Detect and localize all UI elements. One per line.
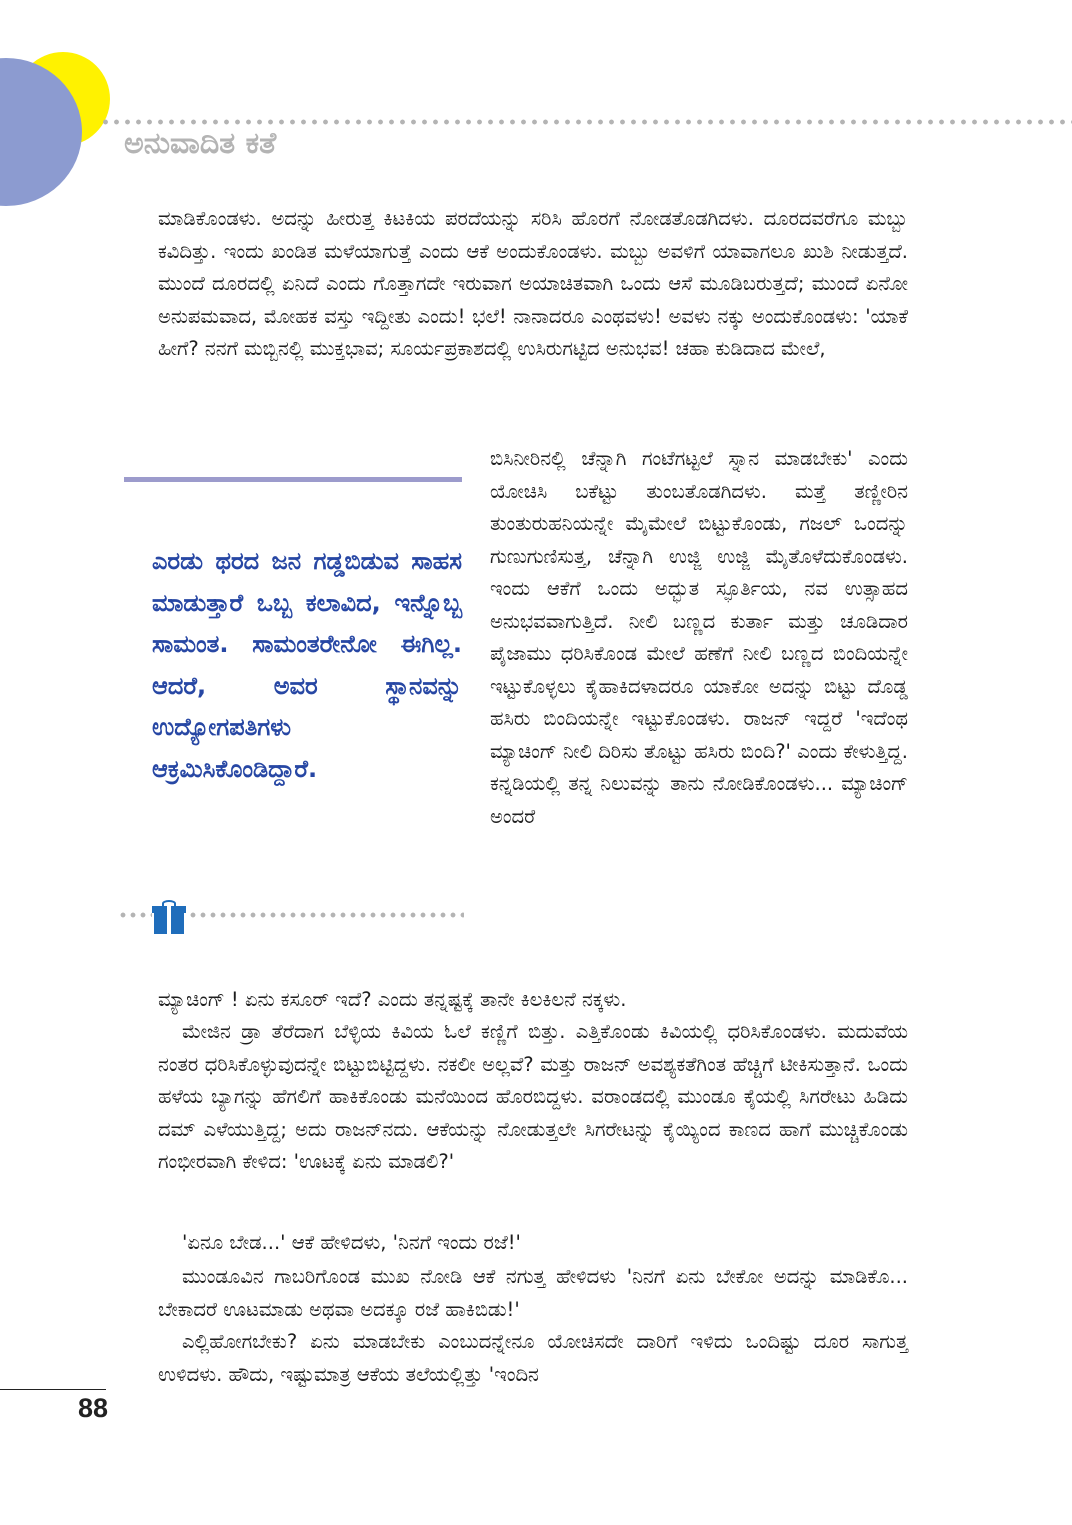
page-number: 88 bbox=[78, 1393, 109, 1423]
paragraph-2: ಮೇಜಿನ ಡ್ರಾ ತೆರೆದಾಗ ಬೆಳ್ಳಿಯ ಕಿವಿಯ ಓಲೆ ಕಣ್ಣಿಗೆ ಬಿತ್ತು. ಎತ್ತಿಕೊಂಡು ಕಿವಿಯಲ್ಲಿ ಧರಿಸಿಕೊಂಡಳು. ಮದುವೆಯ ನಂತರ ಧರಿಸಿಕೊಳ್ಳುವುದನ್ನೇ ಬಿಟ್ಟುಬಿಟ್ಟಿದ್ದಳು. ನಕಲೀ ಅಲ್ಲವೆ? ಮತ್ತು ರಾಜನ್ ಅವಶ್ಯಕತೆಗಿಂತ ಹೆಚ್ಚಿಗೆ ಟೀಕಿಸುತ್ತಾನೆ. ಒಂದು ಹಳೆಯ ಬ್ಯಾಗನ್ನು ಹೆಗಲಿಗೆ ಹಾಕಿಕೊಂಡು ಮನೆಯಿಂದ ಹೊರಬಿದ್ದಳು. ವರಾಂಡದಲ್ಲಿ ಮುಂಡೂ ಕೈಯಲ್ಲಿ ಸಿಗರೇಟು ಹಿಡಿದು ದಮ್ ಎಳೆಯುತ್ತಿದ್ದ; ಅದು ರಾಜನ್‌ನದು. ಆಕೆಯನ್ನು ನೋಡುತ್ತಲೇ ಸಿಗರೇಟನ್ನು ಕೈಯ್ಯಿಂದ ಕಾಣದ ಹಾಗೆ ಮುಚ್ಚಿಕೊಂಡು ಗಂಭೀರವಾಗಿ ಕೇಳಿದ: 'ಊಟಕ್ಕೆ ಏನು ಮಾಡಲಿ?' bbox=[158, 1020, 908, 1173]
paragraph-5: ಎಲ್ಲಿಹೋಗಬೇಕು? ಏನು ಮಾಡಬೇಕು ಎಂಬುದನ್ನೇನೂ ಯೋಚಿಸದೇ ದಾರಿಗೆ ಇಳಿದು ಒಂದಿಷ್ಟು ದೂರ ಸಾಗುತ್ತ ಉಳಿದಳು. ಹೌದು, ಇಷ್ಟುಮಾತ್ರ ಆಕೆಯ ತಲೆಯಲ್ಲಿತ್ತು 'ಇಂದಿನ bbox=[158, 1330, 908, 1386]
paragraph-1-end: ಮ್ಯಾಚಿಂಗ್ ! ಏನು ಕಸೂರ್ ಇದೆ? ಎಂದು ತನ್ನಷ್ಟಕ್ಕೆ ತಾನೇ ಕಿಲಕಿಲನೆ ನಕ್ಕಳು. bbox=[158, 988, 627, 1011]
paragraph-1: ಮಾಡಿಕೊಂಡಳು. ಅದನ್ನು ಹೀರುತ್ತ ಕಿಟಕಿಯ ಪರದೆಯನ್ನು ಸರಿಸಿ ಹೊರಗೆ ನೋಡತೊಡಗಿದಳು. ದೂರದವರೆಗೂ ಮಬ್ಬು ಕವಿದಿತ್ತು. ಇಂದು ಖಂಡಿತ ಮಳೆಯಾಗುತ್ತೆ ಎಂದು ಆಕೆ ಅಂದುಕೊಂಡಳು. ಮಬ್ಬು ಅವಳಿಗೆ ಯಾವಾಗಲೂ ಖುಶಿ ನೀಡುತ್ತದೆ. ಮುಂದೆ ದೂರದಲ್ಲಿ ಏನಿದೆ ಎಂದು ಗೊತ್ತಾಗದೇ ಇರುವಾಗ ಅಯಾಚಿತವಾಗಿ ಒಂದು ಆಸೆ ಮೂಡಿಬರುತ್ತದೆ; ಮುಂದೆ ಏನೋ ಅನುಪಮವಾದ, ಮೋಹಕ ವಸ್ತು ಇದ್ದೀತು ಎಂದು! ಭಲೆ! ನಾನಾದರೂ ಎಂಥವಳು! ಅವಳು ನಕ್ಕು ಅಂದುಕೊಂಡಳು: 'ಯಾಕೆ ಹೀಗೆ? ನನಗೆ ಮಬ್ಬಿನಲ್ಲಿ ಮುಕ್ತಭಾವ; ಸೂರ್ಯಪ್ರಕಾಶದಲ್ಲಿ ಉಸಿರುಗಟ್ಟಿದ ಅನುಭವ! ಚಹಾ ಕುಡಿದಾದ ಮೇಲೆ, bbox=[158, 207, 908, 360]
paragraph-1-column: ಬಿಸಿನೀರಿನಲ್ಲಿ ಚೆನ್ನಾಗಿ ಗಂಟೆಗಟ್ಟಲೆ ಸ್ನಾನ ಮಾಡಬೇಕು' ಎಂದು ಯೋಚಿಸಿ ಬಕೆಟ್ಟು ತುಂಬತೊಡಗಿದಳು. ಮತ್ತೆ ತಣ್ಣೀರಿನ ತುಂತುರುಹನಿಯನ್ನೇ ಮೈಮೇಲೆ ಬಿಟ್ಟುಕೊಂಡು, ಗಜಲ್ ಒಂದನ್ನು ಗುಣುಗುಣಿಸುತ್ತ, ಚೆನ್ನಾಗಿ ಉಜ್ಜಿ ಉಜ್ಜಿ ಮೈತೊಳೆದುಕೊಂಡಳು. ಇಂದು ಆಕೆಗೆ ಒಂದು ಅದ್ಭುತ ಸ್ಫೂರ್ತಿಯ, ನವ ಉತ್ಸಾಹದ ಅನುಭವವಾಗುತ್ತಿದೆ. ನೀಲಿ ಬಣ್ಣದ ಕುರ್ತಾ ಮತ್ತು ಚೂಡಿದಾರ ಪೈಜಾಮು ಧರಿಸಿಕೊಂಡ ಮೇಲೆ ಹಣೆಗೆ ನೀಲಿ ಬಣ್ಣದ ಬಿಂದಿಯನ್ನೇ ಇಟ್ಟುಕೊಳ್ಳಲು ಕೈಹಾಕಿದಳಾದರೂ ಯಾಕೋ ಅದನ್ನು ಬಿಟ್ಟು ದೊಡ್ಡ ಹಸಿರು ಬಿಂದಿಯನ್ನೇ ಇಟ್ಟುಕೊಂಡಳು. ರಾಜನ್ ಇದ್ದರೆ 'ಇದೆಂಥ ಮ್ಯಾಚಿಂಗ್ ನೀಲಿ ದಿರಿಸು ತೊಟ್ಟು ಹಸಿರು ಬಿಂದಿ?' ಎಂದು ಕೇಳುತ್ತಿದ್ದ. ಕನ್ನಡಿಯಲ್ಲಿ ತನ್ನ ನಿಲುವನ್ನು ತಾನು ನೋಡಿಕೊಂಡಳು... ಮ್ಯಾಚಿಂಗ್ ಅಂದರೆ bbox=[490, 447, 908, 828]
paragraph-3: 'ಏನೂ ಬೇಡ...' ಆಕೆ ಹೇಳಿದಳು, 'ನಿನಗೆ ಇಂದು ರಜೆ!' bbox=[182, 1231, 521, 1254]
section-title: ಅನುವಾದಿತ ಕತೆ bbox=[124, 126, 277, 161]
gift-icon bbox=[152, 900, 188, 936]
pull-quote-rule bbox=[124, 477, 462, 482]
pull-quote: ಎರಡು ಥರದ ಜನ ಗಡ್ಡಬಿಡುವ ಸಾಹಸ ಮಾಡುತ್ತಾರೆ ಒಬ್ಬ ಕಲಾವಿದ, ಇನ್ನೊಬ್ಬ ಸಾಮಂತ. ಸಾಮಂತರೇನೋ ಈಗಿಲ್ಲ. ಆದರೆ, ಅವರ ಸ್ಥಾನವನ್ನು ಉದ್ಯೋಗಪತಿಗಳು ಆಕ್ರಮಿಸಿಕೊಂಡಿದ್ದಾರೆ. bbox=[152, 547, 462, 783]
paragraph-4: ಮುಂಡೂವಿನ ಗಾಬರಿಗೊಂಡ ಮುಖ ನೋಡಿ ಆಕೆ ನಗುತ್ತ ಹೇಳಿದಳು 'ನಿನಗೆ ಏನು ಬೇಕೋ ಅದನ್ನು ಮಾಡಿಕೊ... ಬೇಕಾದರೆ ಊಟಮಾಡು ಅಥವಾ ಅದಕ್ಕೂ ರಜೆ ಹಾಕಿಬಿಡು!' bbox=[158, 1265, 908, 1321]
footer-rule bbox=[0, 1389, 106, 1390]
dotted-divider-top bbox=[100, 118, 1072, 126]
